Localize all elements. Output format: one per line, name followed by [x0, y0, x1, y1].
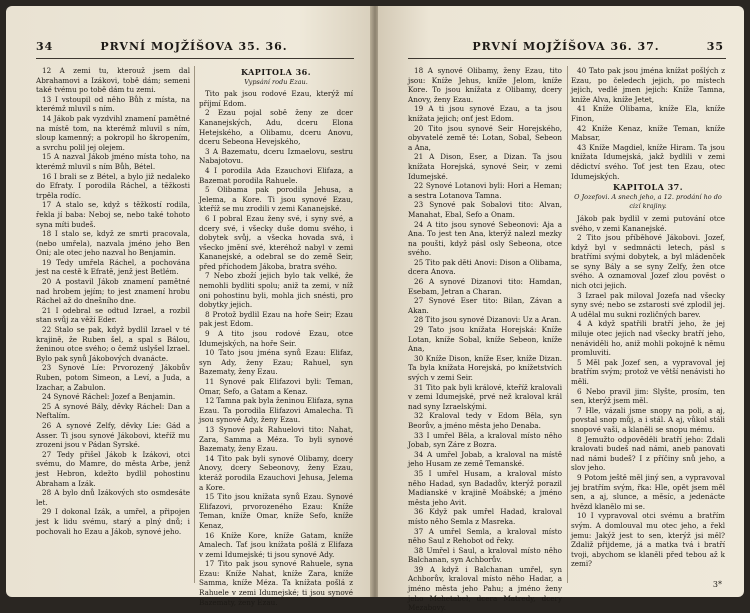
right-page: [378, 6, 744, 613]
chapter-summary: O Jozefovi. A snech jeho, a 12. prodání ho do cizí krajiny.: [574, 192, 722, 211]
verse: 38 Umřel i Saul, a kraloval místo něho Balchanan, syn Achborův.: [408, 545, 562, 565]
verse: 5 Olibama pak porodila Jehusa, a Jelema, a Kore. Ti jsou synové Ezau, kteříž se mu zrodili v zemi Kananejské.: [199, 185, 353, 214]
verse: 43 Kníže Magdiel, kníže Hiram. Ta jsou knížata Idumejská, jakž bydlili v zemi dědictví svého. Toť jest ten Ezau, otec Idumejských.: [571, 142, 725, 181]
text-columns: [36, 66, 354, 607]
verse: 36 Když pak umřel Hadad, kraloval místo něho Semla z Masreka.: [408, 507, 562, 526]
verse: 39 A když i Balchanan umřel, syn Achborův, kraloval místo něho Hadar, a jméno města jeho Pahu; a jméno ženy jeho Mehetabel, dcera Matredy, dcery Mezabovy.: [408, 564, 562, 613]
verse: 4 I porodila Ada Ezauchovi Elifaza, a Bazemat porodila Rahuele.: [199, 165, 353, 185]
header-rule: [408, 58, 726, 59]
left-page: [6, 6, 372, 607]
verse: 24 Synové Ráchel: Jozef a Benjamin.: [42, 392, 176, 402]
running-header-right: [408, 40, 724, 56]
verse: 15 A nazval Jákob jméno místa toho, na kterémž mluvil s ním Bůh, Bétel.: [36, 152, 190, 171]
running-header-left: [36, 40, 352, 56]
text-columns: [408, 66, 726, 613]
verse: 6 I pobral Ezau ženy své, i syny své, a dcery své, i všecky duše domu svého, i dobytek svůj, a všecka hovada svá, i všecko jmění své, kteréhož nabyl v zemi Kananejské, a odebral se do země Seir, před příchodem Jákoba, bratra svého.: [199, 213, 353, 271]
verse: 9 A tito jsou rodové Ezau, otce Idumejských, na hoře Seir.: [199, 329, 353, 348]
verse: 35 I umřel Husam, a kraloval místo něho Hadad, syn Badadův, kterýž porazil Madianské v krajině Moábské; a jméno města jeho Avit.: [408, 468, 562, 507]
column-left: [36, 66, 190, 583]
verse: 27 Synové Eser tito: Bilan, Závan a Akan.: [408, 296, 562, 315]
chapter-heading: KAPITOLA 36.: [240, 67, 312, 77]
verse: 29 Tato jsou knížata Horejská: Kníže Lotan, kníže Sobal, kníže Sebeon, kníže Ana,: [408, 325, 562, 354]
verse: 29 I dokonal Izák, a umřel, a připojen jest k lidu svému, starý a plný dnů; i pochovali ho Ezau a Jákob, synové jeho.: [36, 507, 190, 536]
verse: 41 Kníže Olibama, kníže Ela, kníže Finon,: [571, 104, 725, 123]
verse: 5 Měl pak Jozef sen, a vypravoval jej bratřím svým; protož ve větší nenávisti ho měli.: [571, 357, 725, 386]
verse: 17 A stalo se, když s těžkostí rodila, řekla jí baba: Neboj se, nebo také tohoto syna míti budeš.: [36, 200, 190, 229]
verse: 10 I vypravoval otci svému a bratřím svým. A domlouval mu otec jeho, a řekl jemu: Jakýž jest to sen, kterýž jsi měl? Zdaliž přijdeme, já a matka tvá i bratří tvoji, abychom se klaněli před tebou až k zemi?: [571, 511, 725, 569]
verse: 4 A když spatřili bratří jeho, že jej miluje otec jejich nad všecky bratří jeho, nenáviděli ho, aniž mohli pokojně k němu promluviti.: [571, 319, 725, 358]
verse: 2 Ezau pojal sobě ženy ze dcer Kananejských, Adu, dceru Elona Hetejského, a Olibamu, dceru Anovu, dceru Sebeona Hevejského,: [199, 108, 353, 147]
verse: 28 Tito jsou synové Dizanovi: Uz a Aran.: [414, 315, 562, 325]
verse: Jákob pak bydlil v zemi putování otce svého, v zemi Kananejské.: [571, 213, 725, 233]
running-title: PRVNÍ MOJŽÍŠOVA 35. 36.: [100, 40, 288, 53]
verse: 12 A zemi tu, kterouž jsem dal Abrahamovi a Izákovi, tobě dám; semeni také tvému po tobě dám tu zemi.: [36, 66, 190, 95]
verse: 37 A umřel Semla, a kraloval místo něho Saul z Rehobot od řeky.: [408, 526, 562, 546]
verse: 18 A synové Olibamy, ženy Ezau, tito jsou: Kníže Jehus, kníže Jelom, kníže Kore. To jsou knížata z Olibamy, dcery Anovy, ženy Ezau.: [408, 66, 562, 104]
verse: 8 Jemužto odpověděli bratří jeho: Zdali kralovati budeš nad námi, aneb panovati nad námi budeš? I z příčiny snů jeho, a slov jeho.: [571, 434, 725, 473]
verse: 17 Tito pak jsou synové Rahuele, syna Ezau: Kníže Nahat, kníže Zara, kníže Samma, kníže Méza. Ta knížata pošlá z Rahuele v zemi Idumejské; ti jsou synové Bazematy, ženy Ezau.: [199, 559, 353, 607]
verse: 22 Synové Lotanovi byli: Hori a Heman; a sestra Lotanova Tamna.: [408, 181, 562, 200]
verse: 30 Kníže Dison, kníže Eser, kníže Dizan. Ta byla knížata Horejská, po knížetstvích svých v zemi Seir.: [408, 353, 562, 382]
chapter-summary: Vypsání rodu Ezau.: [244, 77, 308, 86]
verse: 8 Protož bydlil Ezau na hoře Seir; Ezau pak jest Edom.: [199, 309, 353, 329]
verse: 27 Tedy přišel Jákob k Izákovi, otci svému, do Mamre, do města Arbe, jenž jest Hebron, kdežto bydlil pohostinu Abraham a Izák.: [36, 449, 190, 488]
verse: Tito pak jsou rodové Ezau, kterýž mí příjmí Edom.: [199, 89, 353, 108]
column-left: [408, 66, 562, 613]
verse: 3 A Bazematu, dceru Izmaelovu, sestru Nabajotovu.: [199, 146, 353, 166]
header-rule: [36, 58, 354, 59]
verse: 25 A synové Bály, děvky Ráchel: Dan a Neftalím.: [36, 401, 190, 421]
verse: 12 Tamna pak byla ženinou Elifaza, syna Ezau. Ta porodila Elifazovi Amalecha. Ti jsou synové Ady, ženy Ezau.: [199, 396, 353, 425]
verse: 40 Tato pak jsou jména knížat pošlých z Ezau, po čeledech jejich, po místech jejich, vedlé jmen jejich: Kníže Tamna, kníže Alva, kníže Jetet,: [571, 66, 725, 104]
verse: 14 Jákob pak vyzdvihl znamení pamětné na místě tom, na kterémž mluvil s ním, sloup kamenný; a pokropil ho škropením, a svrchu polil jej olejem.: [36, 113, 190, 152]
book-spread: [6, 6, 744, 613]
verse: 31 Tito pak byli králové, kteříž kralovali v zemi Idumejské, prvé než kraloval král nad syny Izraelskými.: [408, 382, 562, 411]
column-right: [571, 66, 725, 583]
page-number: 34: [36, 40, 54, 53]
verse: 19 Tedy umřela Ráchel, a pochována jest na cestě k Efratě, jenž jest Betlém.: [36, 257, 190, 277]
verse: 2 Tito jsou příběhové Jákobovi. Jozef, když byl v sedmnácti letech, pásl s bratřími svými dobytek, a byl mládenček se syny Bály a se syny Zelfy, žen otce svého. A oznamoval Jozef zlou pověst o nich otci jejich.: [571, 233, 725, 291]
chapter-heading: KAPITOLA 37.: [612, 182, 684, 193]
verse: 28 A bylo dnů Izákových sto osmdesáte let.: [36, 488, 190, 507]
verse: 16 Kníže Kore, kníže Gatam, kníže Amalech. Tať jsou knížata pošlá z Elifaza v zemi Idumejské; ti jsou synové Ady.: [199, 530, 353, 559]
verse: 11 Synové pak Elifazovi byli: Teman, Omar, Sefo, a Gatam a Kenaz.: [199, 377, 353, 396]
verse: 23 Synové pak Sobalovi tito: Alvan, Manahat, Ebal, Sefo a Onam.: [408, 200, 562, 219]
verse: 13 I vstoupil od něho Bůh z místa, na kterémž mluvil s ním.: [36, 94, 190, 114]
verse: 3 Izrael pak miloval Jozefa nad všecky syny své; nebo se zstarosti své zplodil jej. A udělal mu sukni rozličných barev.: [571, 290, 725, 319]
verse: 26 A synové Zelfy, děvky Líe: Gád a Asser. Ti jsou synové Jákobovi, kteříž mu zrozeni jsou v Pádan Syrské.: [36, 420, 190, 450]
verse: 21 A Dison, Eser, a Dizan. Ta jsou knížata Horejská, synové Seir, v zemi Idumejské.: [408, 152, 562, 181]
verse: 6 Nebo pravil jim: Slyšte, prosím, ten sen, kterýž jsem měl.: [571, 386, 725, 406]
signature-mark: 3*: [712, 580, 722, 589]
verse: 22 Stalo se pak, když bydlil Izrael v té krajině, že Ruben šel, a spal s Bálou, ženinou otce svého; o čemž uslyšel Izrael. Bylo pak synů Jákobových dvanácte.: [36, 325, 190, 363]
page-number: 35: [706, 40, 724, 53]
verse: 24 A tito jsou synové Sebeonovi: Aja a Ana. To jest ten Ana, kterýž nalezl mezky na poušti, když pásl osly Sebeona, otce svého.: [408, 219, 562, 258]
verse: 18 I stalo se, když ze smrti pracovala, (nebo umřela), nazvala jméno jeho Ben Oni; ale otec jeho nazval ho Benjamin.: [36, 229, 190, 258]
verse: 20 Tito jsou synové Seir Horejského, obyvatelé země té: Lotan, Sobal, Sebeon a Ana,: [408, 123, 562, 152]
verse: 7 Hle, vázali jsme snopy na poli, a aj, povstal snop můj, a i stál. A aj, vůkol stáli snopové vaši, a klaněli se snopu mému.: [571, 405, 725, 434]
column-right: [199, 66, 353, 607]
verse: 25 Tito pak děti Anovi: Dison a Olibama, dcera Anova.: [408, 257, 562, 277]
verse: 42 Kníže Kenaz, kníže Teman, kníže Mabsar,: [571, 123, 725, 143]
verse: 20 A postavil Jákob znamení pamětné nad hrobem jejím; to jest znamení hrobu Ráchel až do dnešního dne.: [36, 277, 190, 306]
verse: 14 Tito pak byli synové Olibamy, dcery Anovy, dcery Sebeonovy, ženy Ezau, kteráž porodila Ezauchovi Jehusa, Jelema a Kore.: [199, 453, 353, 492]
running-title: PRVNÍ MOJŽÍŠOVA 36. 37.: [472, 40, 660, 53]
verse: 34 A umřel Jobab, a kraloval na místě jeho Husam ze země Temanské.: [408, 449, 562, 469]
verse: 7 Nebo zboží jejich bylo tak velké, že nemohli bydliti spolu; aniž ta zemi, v níž oni pohostinu byli, mohla jich snésti, pro dobytky jejich.: [199, 271, 353, 310]
verse: 10 Tato jsou jména synů Ezau: Elifaz, syn Ady, ženy Ezau; Rahuel, syn Bazematy, ženy Ezau.: [199, 348, 353, 377]
verse: 15 Tito jsou knížata synů Ezau. Synové Elifazovi, prvorozeného Ezau: Kníže Teman, kníže Omar, kníže Sefo, kníže Kenaz,: [199, 492, 353, 530]
verse: 9 Potom ještě měl jiný sen, a vypravoval jej bratřím svým, řka: Hle, opět jsem měl sen, a aj, slunce, a měsíc, a jedenácte hvězd klanělo mi se.: [571, 472, 725, 511]
verse: 33 I umřel Běla, a kraloval místo něho Jobab, syn Záre z Bozra.: [408, 430, 562, 450]
verse: 21 I odebral se odtud Izrael, a rozbil stan svůj za věží Eder.: [36, 305, 190, 325]
verse: 32 Kraloval tedy v Edom Běla, syn Beorův, a jméno města jeho Denaba.: [408, 411, 562, 430]
verse: 26 A synové Dizanovi tito: Hamdan, Esebam, Jetran a Charan.: [408, 277, 562, 296]
verse: 16 I brali se z Bétel, a bylo již nedaleko do Efraty. I porodila Ráchel, a těžkosti trpěla rodíc.: [36, 171, 190, 200]
verse: 19 A ti jsou synové Ezau, a ta jsou knížata jejich; onť jest Edom.: [408, 104, 562, 123]
verse: 23 Synové Líe: Prvorozený Jákobův Ruben, potom Simeon, a Leví, a Juda, a Izachar, a Zabulon.: [36, 363, 190, 392]
verse: 13 Synové pak Rahuelovi tito: Nahat, Zara, Samma a Méza. To byli synové Bazematy, ženy Ezau.: [199, 424, 353, 454]
